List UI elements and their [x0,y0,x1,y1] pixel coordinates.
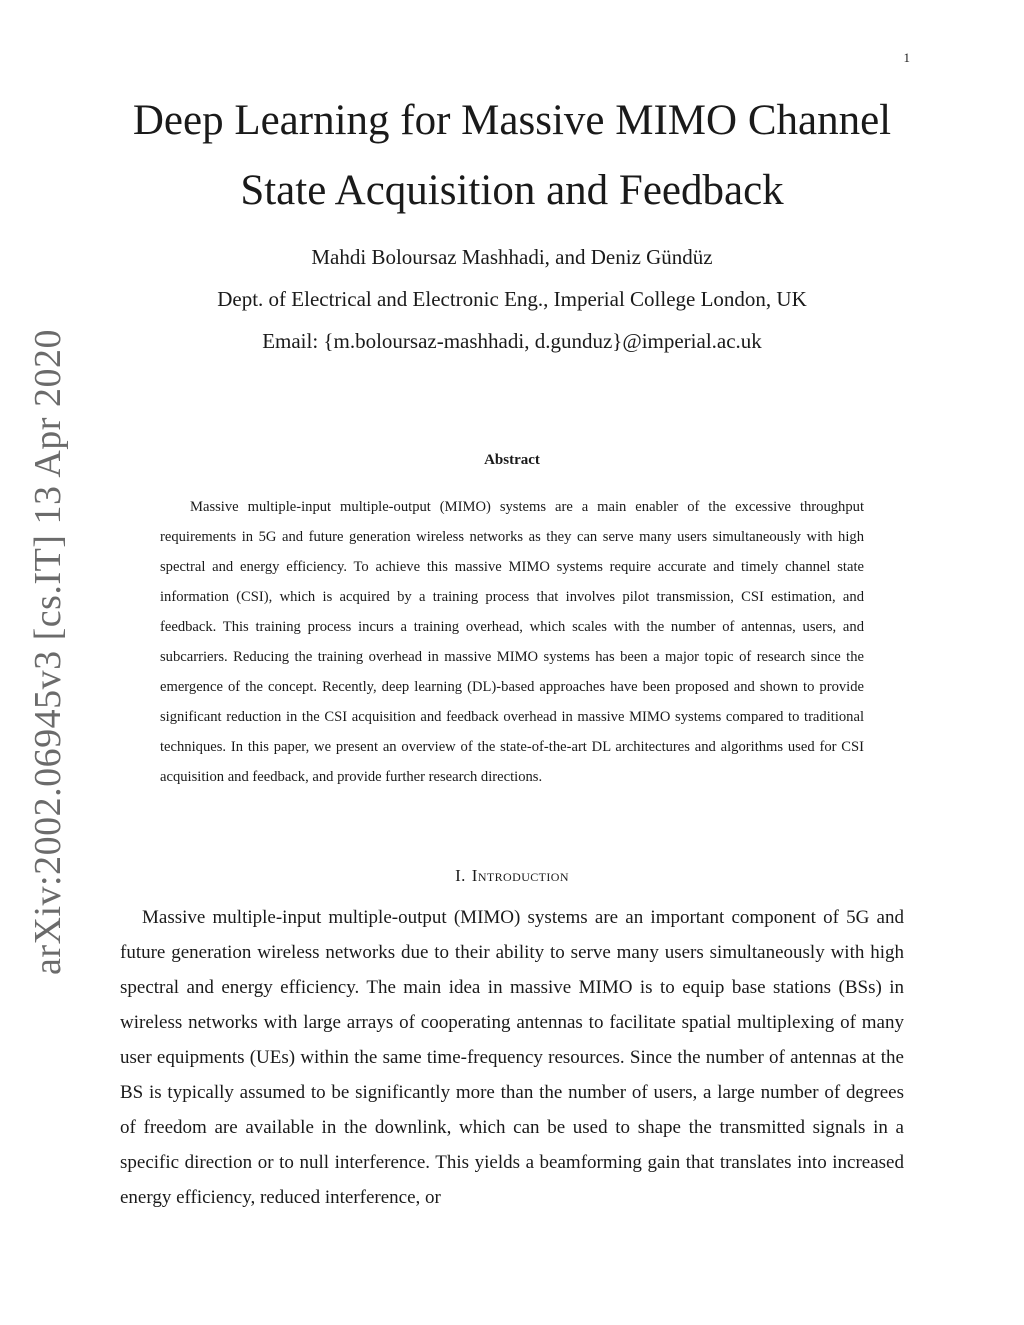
section-title: Introduction [471,866,569,885]
paper-title: Deep Learning for Massive MIMO Channel State Acquisition and Feedback [132,97,892,214]
contact-email: Email: {m.boloursaz-mashhadi, d.gunduz}@imperial.ac.uk [262,329,762,353]
section-number: I. [455,866,466,885]
section-heading [120,866,904,886]
abstract-text: Massive multiple-input multiple-output (MIMO) systems are a main enabler of the excessive throughput requirements in 5G and future generation wireless networks as they can serve many users simultaneously with high spectral and energy efficiency. To achieve this massive MIMO systems require accurate and timely channel state information (CSI), which is acquired by a training process that involves pilot transmission, CSI estimation, and feedback. This training process incurs a training overhead, which scales with the number of antennas, users, and subcarriers. Reducing the training overhead in massive MIMO systems has been a major topic of research since the emergence of the concept. Recently, deep learning (DL)-based approaches have been proposed and shown to provide significant reduction in the CSI acquisition and feedback overhead in massive MIMO systems compared to traditional techniques. In this paper, we present an overview of the state-of-the-art DL architectures and algorithms used for CSI acquisition and feedback, and provide further research directions. [160,499,864,785]
page-number: 1 [903,50,910,65]
author-list: Mahdi Boloursaz Mashhadi, and Deniz Gündüz [311,245,713,269]
arxiv-identifier: arXiv:2002.06945v3 [cs.IT] 13 Apr 2020 [27,329,69,975]
introduction-text: Massive multiple-input multiple-output (MIMO) systems are an important component of 5G and future generation wireless networks due to their ability to serve many users simultaneously with high spectral and energy efficiency. The main idea in massive MIMO is to equip base stations (BSs) in wireless networks with large arrays of cooperating antennas to facilitate spatial multiplexing of many user equipments (UEs) within the same time-frequency resources. Since the number of antennas at the BS is typically assumed to be significantly more than the number of users, a large number of degrees of freedom are available in the downlink, which can be used to shape the transmitted signals in a specific direction or to null interference. This yields a beamforming gain that translates into increased energy efficiency, reduced interference, or [120,907,904,1208]
abstract-heading: Abstract [484,452,540,468]
affiliation: Dept. of Electrical and Electronic Eng., Imperial College London, UK [217,287,807,311]
